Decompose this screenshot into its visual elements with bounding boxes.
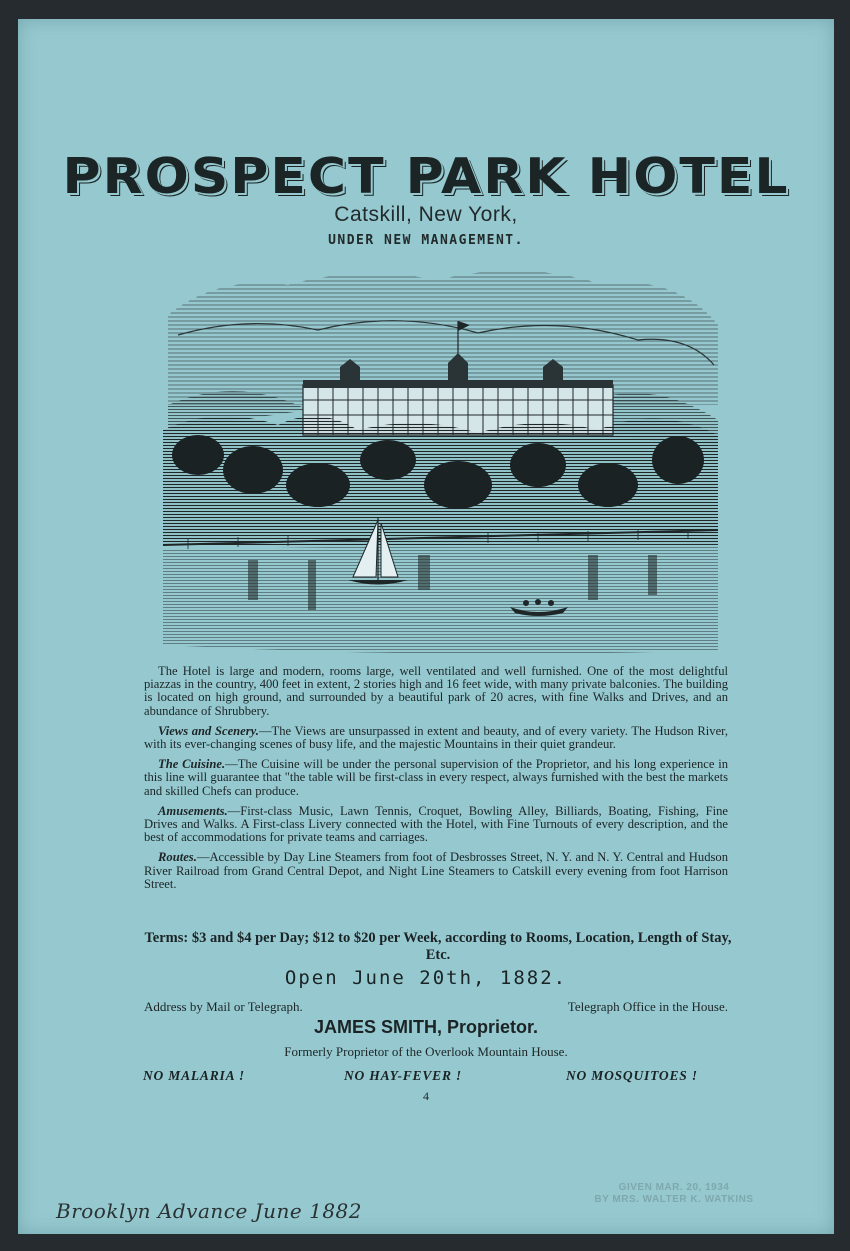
- section-text: —Accessible by Day Line Steamers from foot of Desbrosses Street, N. Y. and N. Y. Central and Hudson River Railroad from Grand Central Depot, and Night Line Steamers to Catskill every evening from foot Harrison Street.: [144, 850, 728, 891]
- page-number: 4: [423, 1089, 429, 1103]
- poster-page: [18, 19, 834, 1234]
- accession-stamp: [584, 1182, 764, 1206]
- handwritten-note: Brooklyn Advance June 1882: [56, 1199, 363, 1223]
- section-text: —The Views are unsurpassed in extent and beauty, and of every variety. The Hudson River, with its ever-changing scenes of busy life, and the majestic Mountains in their quiet grandeur.: [144, 723, 728, 752]
- section-amusements: [144, 805, 728, 845]
- location-subtitle: Catskill, New York,: [334, 203, 518, 226]
- intro-paragraph: The Hotel is large and modern, rooms large, well ventilated and well furnished. One of the most delightful piazzas in the country, 400 feet in extent, 2 stories high and 16 feet wide, with many private balconies. The building is located on high ground, and surrounded by a beautiful park of 20 acres, with fine Walks and Drives, and an abundance of Shrubbery.: [144, 664, 728, 718]
- section-text: —The Cuisine will be under the personal supervision of the Proprietor, and his long experience in this line will guarantee that "the table will be first-class in every respect, always furnished with the best the markets and skilled Chefs can produce.: [144, 757, 728, 798]
- no-hay-fever-text: NO HAY-FEVER !: [344, 1068, 462, 1083]
- section-text: —First-class Music, Lawn Tennis, Croquet, Bowling Alley, Billiards, Boating, Fishing, Fine Drives and Walks. A First-class Livery connected with the Hotel, with Fine Turnouts of every description, and the best of accommodations for private teams and carriages.: [144, 803, 728, 845]
- stamp-line: BY MRS. WALTER K. WATKINS: [594, 1194, 754, 1205]
- section-views: [144, 725, 728, 751]
- section-heading: Views and Scenery.: [158, 723, 259, 738]
- section-routes: [144, 851, 728, 891]
- page-title: PROSPECT PARK HOTEL: [62, 148, 790, 206]
- section-heading: Amusements.: [158, 803, 228, 818]
- no-mosquitoes-text: NO MOSQUITOES !: [566, 1068, 698, 1083]
- hotel-engraving-image: [158, 255, 724, 655]
- former-position-text: Formerly Proprietor of the Overlook Mountain House.: [284, 1044, 568, 1059]
- management-notice: UNDER NEW MANAGEMENT.: [328, 233, 524, 248]
- section-heading: The Cuisine.: [158, 757, 226, 772]
- description-body: [144, 665, 728, 898]
- address-mail-text: Address by Mail or Telegraph.: [144, 999, 303, 1014]
- opening-date: Open June 20th, 1882.: [284, 967, 568, 989]
- stamp-line: GIVEN MAR. 20, 1934: [618, 1182, 730, 1193]
- telegraph-office-text: Telegraph Office in the House.: [567, 999, 728, 1014]
- section-heading: Routes.: [158, 850, 197, 865]
- proprietor-name: JAMES SMITH, Proprietor.: [313, 1017, 539, 1037]
- terms-text: Terms: $3 and $4 per Day; $12 to $20 per Week, according to Rooms, Location, Length of Stay, Etc.: [144, 930, 732, 963]
- no-malaria-text: NO MALARIA !: [143, 1068, 245, 1083]
- section-cuisine: [144, 758, 728, 798]
